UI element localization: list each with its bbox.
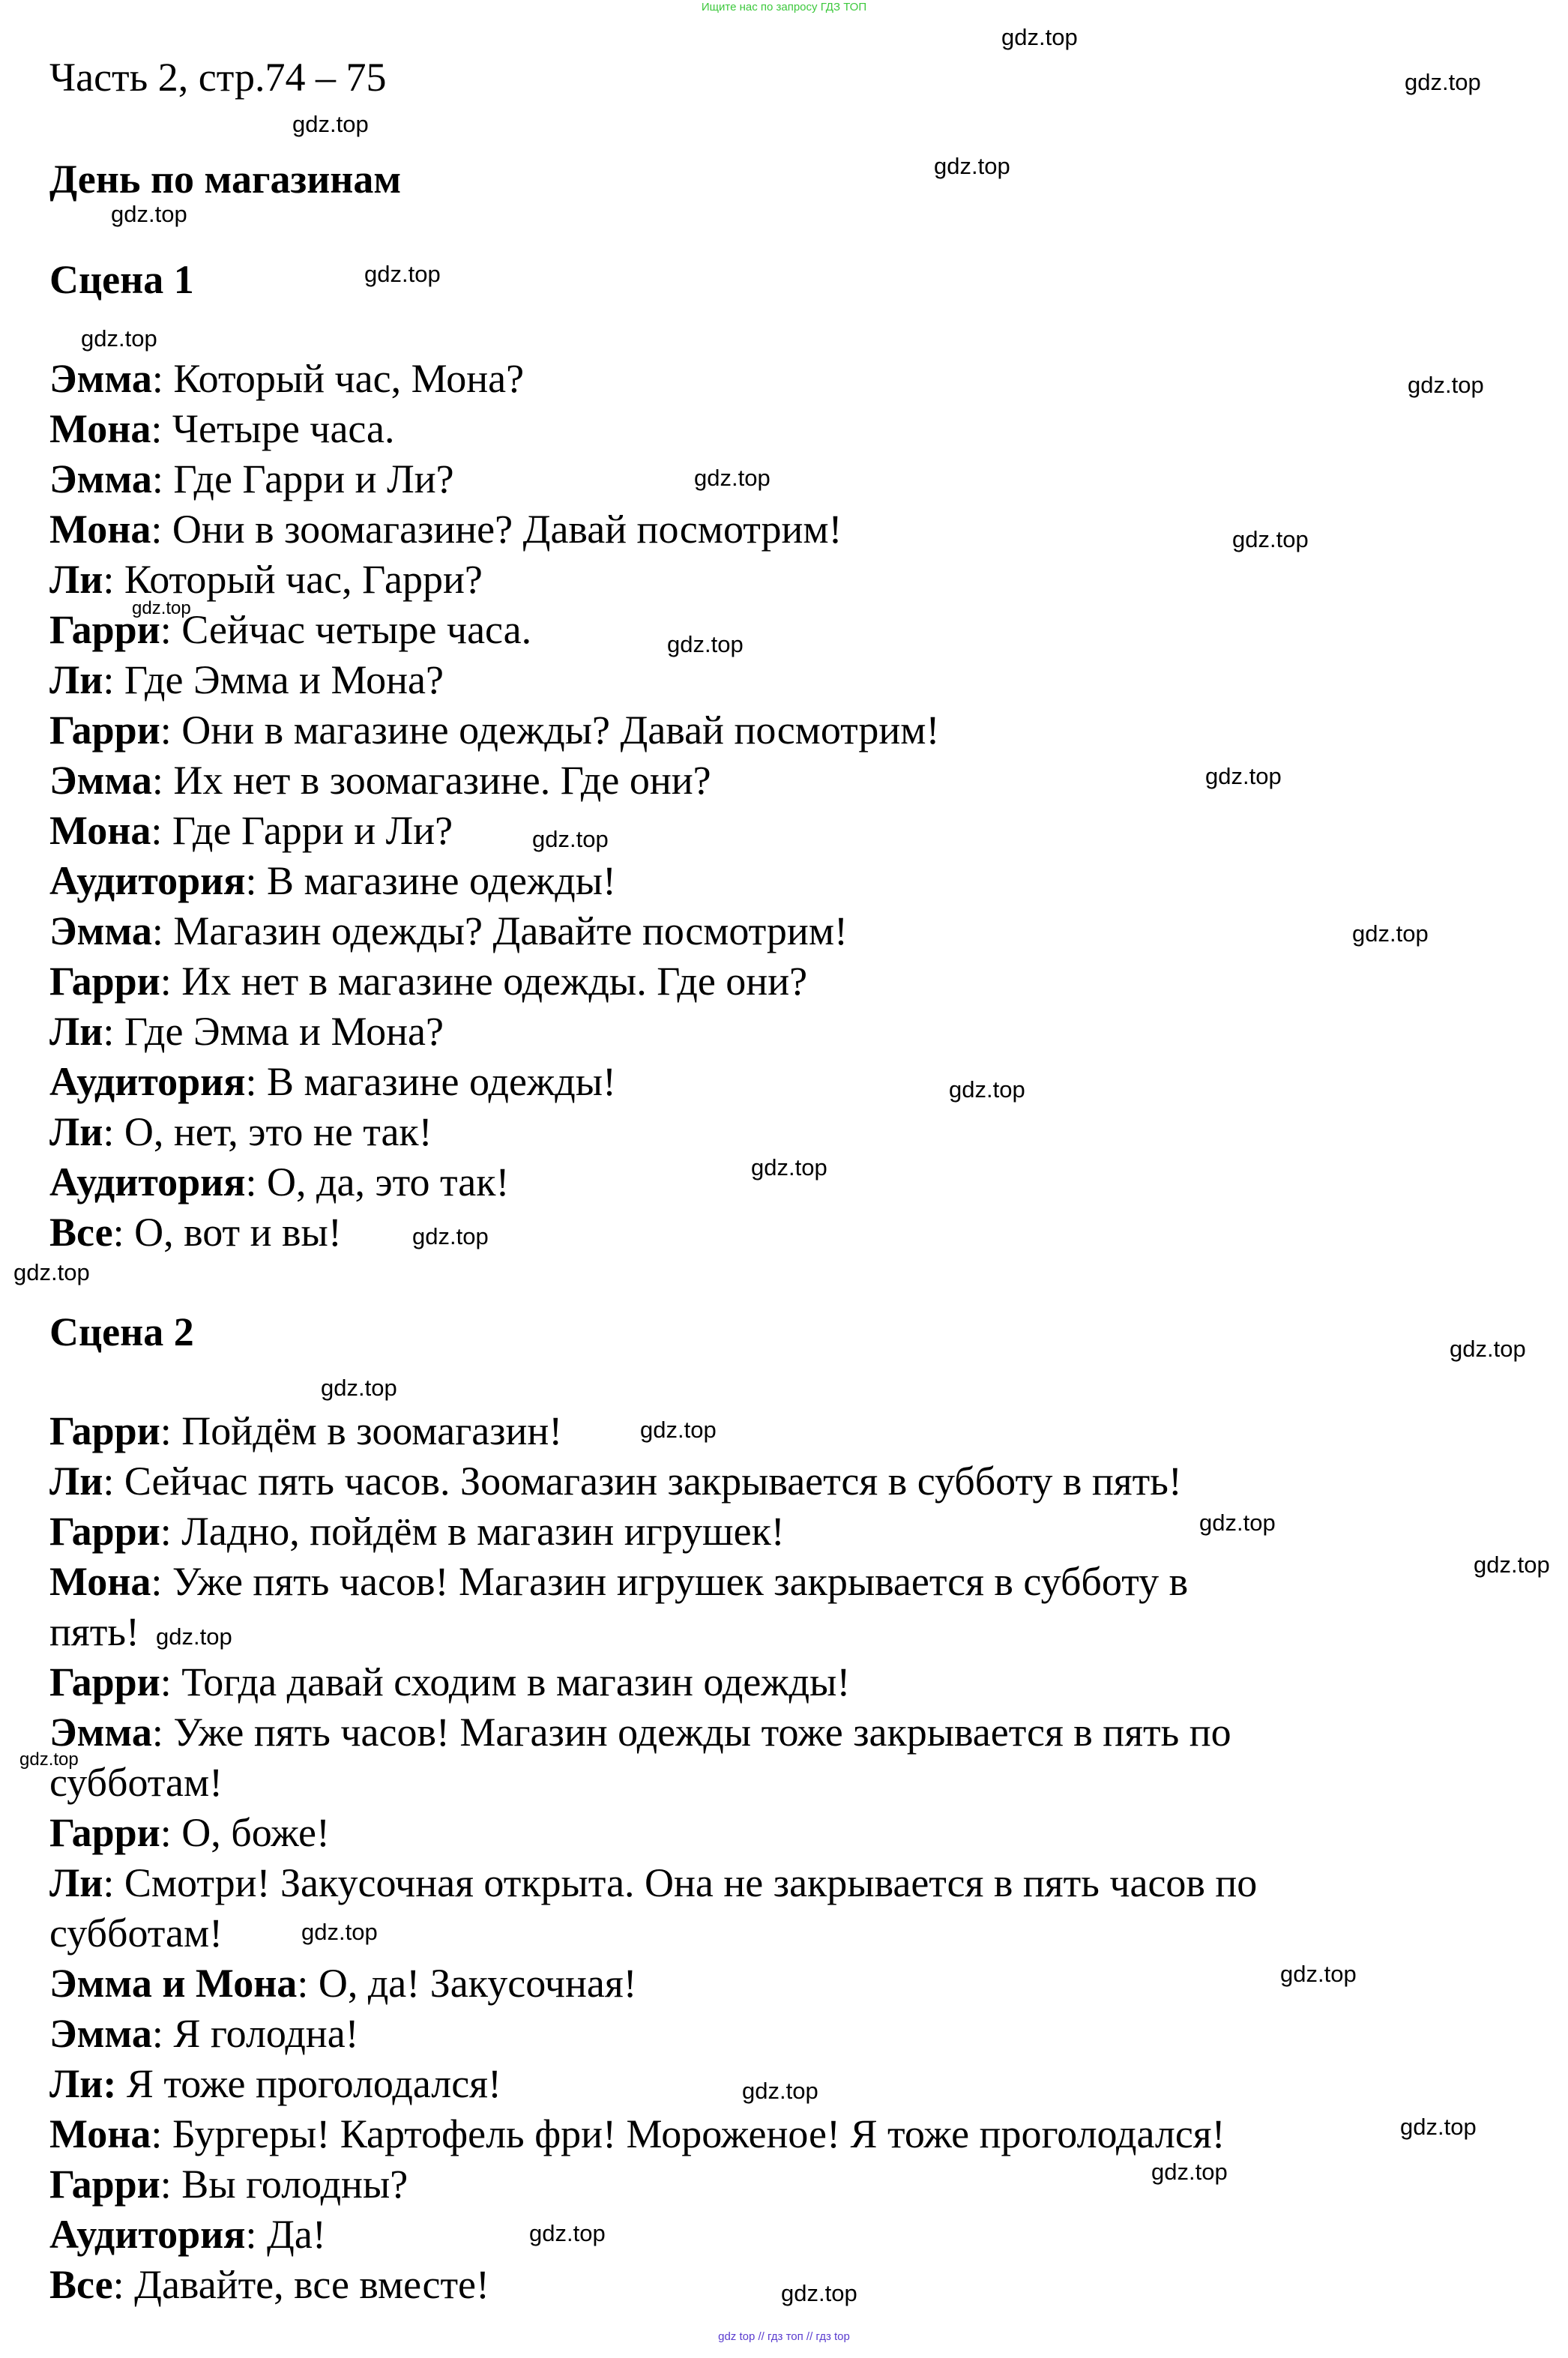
line-text: : Четыре часа. xyxy=(151,406,395,451)
watermark: gdz.top xyxy=(412,1223,489,1249)
speaker: Ли xyxy=(49,557,103,602)
line-text: : О, нет, это не так! xyxy=(103,1109,432,1154)
speaker: Гарри xyxy=(49,2162,160,2207)
watermark: gdz.top xyxy=(1450,1336,1526,1362)
watermark: gdz.top xyxy=(1205,763,1282,789)
speaker: Ли xyxy=(49,1109,103,1154)
line-text: : О, да! Закусочная! xyxy=(297,1961,637,2006)
watermark: gdz.top xyxy=(694,465,771,491)
watermark: gdz.top xyxy=(1151,2159,1228,2185)
scene1-heading: Сцена 1 xyxy=(49,257,194,302)
speaker: Эмма xyxy=(49,908,152,953)
scene2-heading: Сцена 2 xyxy=(49,1309,194,1354)
watermark: gdz.top xyxy=(1280,1961,1357,1987)
line-text: : В магазине одежды! xyxy=(245,858,616,903)
speaker: Ли xyxy=(49,1860,103,1905)
line-text: : Ладно, пойдём в магазин игрушек! xyxy=(160,1509,785,1554)
line-text: : Они в зоомагазине? Давай посмотрим! xyxy=(151,507,842,552)
dialogue-line xyxy=(49,1007,1378,1057)
speaker: Мона xyxy=(49,1559,151,1604)
line-text: : О, вот и вы! xyxy=(112,1210,342,1255)
line-text: : Где Эмма и Мона? xyxy=(103,1009,444,1054)
line-text: Я тоже проголодался! xyxy=(116,2061,502,2106)
dialogue-line xyxy=(49,1858,1378,1908)
watermark: gdz.top xyxy=(1232,526,1309,552)
line-text: : Уже пять часов! Магазин одежды тоже закрывается в пять по xyxy=(151,1710,1231,1755)
dialogue-line xyxy=(49,555,1378,605)
document-title: День по магазинам xyxy=(49,157,402,202)
watermark: gdz.top xyxy=(19,1749,79,1770)
speaker: Эмма xyxy=(49,356,152,401)
watermark: gdz.top xyxy=(640,1417,717,1443)
watermark: gdz.top xyxy=(751,1154,827,1180)
line-text: : Где Эмма и Мона? xyxy=(103,657,444,702)
speaker: Ли xyxy=(49,657,103,702)
line-text: : Они в магазине одежды? Давай посмотрим! xyxy=(160,708,940,753)
watermark: gdz.top xyxy=(1001,24,1078,50)
line-text: : Пойдём в зоомагазин! xyxy=(160,1408,563,1453)
dialogue-line xyxy=(49,906,1378,956)
dialogue-line xyxy=(49,2059,1378,2109)
bottom-banner: gdz top // гдз топ // гдз top xyxy=(718,2330,850,2343)
dialogue-line xyxy=(49,1057,1378,1107)
speaker: Ли: xyxy=(49,2061,117,2106)
line-text: : Я голодна! xyxy=(151,2011,359,2056)
dialogue-line xyxy=(49,504,1378,555)
dialogue-line xyxy=(49,655,1378,705)
watermark: gdz.top xyxy=(532,826,609,852)
watermark: gdz.top xyxy=(1474,1552,1550,1578)
line-text: : Тогда давай сходим в магазин одежды! xyxy=(160,1659,851,1704)
dialogue-line xyxy=(49,1456,1378,1507)
watermark: gdz.top xyxy=(321,1375,397,1401)
speaker: Мона xyxy=(49,808,151,853)
watermark: gdz.top xyxy=(949,1076,1025,1103)
dialogue-line xyxy=(49,2009,1378,2059)
dialogue-line xyxy=(49,1507,1378,1557)
line-text: : Давайте, все вместе! xyxy=(112,2262,489,2307)
line-text: : Который час, Мона? xyxy=(151,356,525,401)
dialogue-line xyxy=(49,1808,1378,1858)
dialogue-line xyxy=(49,2210,1378,2260)
dialogue-line xyxy=(49,1959,1378,2009)
speaker: Аудитория xyxy=(49,2212,246,2257)
speaker: Гарри xyxy=(49,1509,160,1554)
speaker: Гарри xyxy=(49,708,160,753)
line-text: : Бургеры! Картофель фри! Мороженое! Я тоже проголодался! xyxy=(151,2111,1225,2156)
dialogue-line xyxy=(49,856,1378,906)
watermark: gdz.top xyxy=(301,1919,378,1945)
speaker: Все xyxy=(49,2262,113,2307)
speaker: Аудитория xyxy=(49,858,246,903)
line-text: : Магазин одежды? Давайте посмотрим! xyxy=(151,908,848,953)
dialogue-line-continuation: субботам! xyxy=(49,1911,223,1956)
line-text: : В магазине одежды! xyxy=(245,1059,616,1104)
watermark: gdz.top xyxy=(111,201,187,227)
watermark: gdz.top xyxy=(1199,1510,1276,1536)
dialogue-line xyxy=(49,1157,1378,1207)
dialogue-line-continuation: пять! xyxy=(49,1609,139,1654)
line-text: : Уже пять часов! Магазин игрушек закрывается в субботу в xyxy=(151,1559,1189,1604)
watermark: gdz.top xyxy=(1352,920,1429,947)
dialogue-line xyxy=(49,354,1378,404)
dialogue-line xyxy=(49,1557,1378,1607)
speaker: Эмма и Мона xyxy=(49,1961,298,2006)
dialogue-line xyxy=(49,2109,1378,2159)
speaker: Эмма xyxy=(49,456,152,501)
line-text: : Вы голодны? xyxy=(160,2162,408,2207)
speaker: Эмма xyxy=(49,1710,152,1755)
dialogue-line xyxy=(49,2260,1378,2310)
watermark: gdz.top xyxy=(1405,69,1481,95)
watermark: gdz.top xyxy=(292,111,369,137)
line-text: : Смотри! Закусочная открыта. Она не закрывается в пять часов по xyxy=(103,1860,1258,1905)
watermark: gdz.top xyxy=(364,261,441,287)
speaker: Гарри xyxy=(49,607,160,652)
dialogue-line xyxy=(49,1657,1378,1707)
dialogue-line xyxy=(49,806,1378,856)
line-text: : Сейчас пять часов. Зоомагазин закрывается в субботу в пять! xyxy=(103,1459,1182,1504)
watermark: gdz.top xyxy=(934,153,1010,179)
dialogue-line xyxy=(49,705,1378,756)
dialogue-line xyxy=(49,1707,1378,1758)
page-header: Часть 2, стр.74 – 75 xyxy=(49,55,387,100)
line-text: : Где Гарри и Ли? xyxy=(151,808,453,853)
watermark: gdz.top xyxy=(13,1259,90,1285)
dialogue-line xyxy=(49,1207,1378,1258)
watermark: gdz.top xyxy=(781,2280,857,2306)
watermark: gdz.top xyxy=(742,2078,818,2104)
speaker: Все xyxy=(49,1210,113,1255)
watermark: gdz.top xyxy=(132,598,191,618)
watermark: gdz.top xyxy=(667,631,744,657)
line-text: : О, боже! xyxy=(160,1810,330,1855)
speaker: Аудитория xyxy=(49,1160,246,1204)
watermark: gdz.top xyxy=(1408,372,1484,398)
watermark: gdz.top xyxy=(529,2220,606,2246)
dialogue-line xyxy=(49,1107,1378,1157)
line-text: : О, да, это так! xyxy=(245,1160,510,1204)
top-banner: Ищите нас по запросу ГДЗ ТОП xyxy=(701,1,867,13)
watermark: gdz.top xyxy=(81,325,157,352)
line-text: : Их нет в зоомагазине. Где они? xyxy=(151,758,711,803)
speaker: Эмма xyxy=(49,2011,152,2056)
line-text: : Который час, Гарри? xyxy=(103,557,483,602)
dialogue-line-continuation: субботам! xyxy=(49,1760,223,1805)
line-text: : Сейчас четыре часа. xyxy=(160,607,532,652)
dialogue-line xyxy=(49,956,1378,1007)
speaker: Гарри xyxy=(49,1408,160,1453)
speaker: Аудитория xyxy=(49,1059,246,1104)
line-text: : Где Гарри и Ли? xyxy=(151,456,454,501)
speaker: Мона xyxy=(49,406,151,451)
line-text: : Их нет в магазине одежды. Где они? xyxy=(160,959,808,1004)
dialogue-line xyxy=(49,756,1378,806)
watermark: gdz.top xyxy=(1400,2114,1477,2140)
speaker: Гарри xyxy=(49,1810,160,1855)
speaker: Эмма xyxy=(49,758,152,803)
speaker: Гарри xyxy=(49,1659,160,1704)
speaker: Мона xyxy=(49,507,151,552)
watermark: gdz.top xyxy=(156,1623,232,1650)
speaker: Мона xyxy=(49,2111,151,2156)
speaker: Ли xyxy=(49,1459,103,1504)
speaker: Гарри xyxy=(49,959,160,1004)
dialogue-line xyxy=(49,404,1378,454)
line-text: : Да! xyxy=(245,2212,326,2257)
speaker: Ли xyxy=(49,1009,103,1054)
